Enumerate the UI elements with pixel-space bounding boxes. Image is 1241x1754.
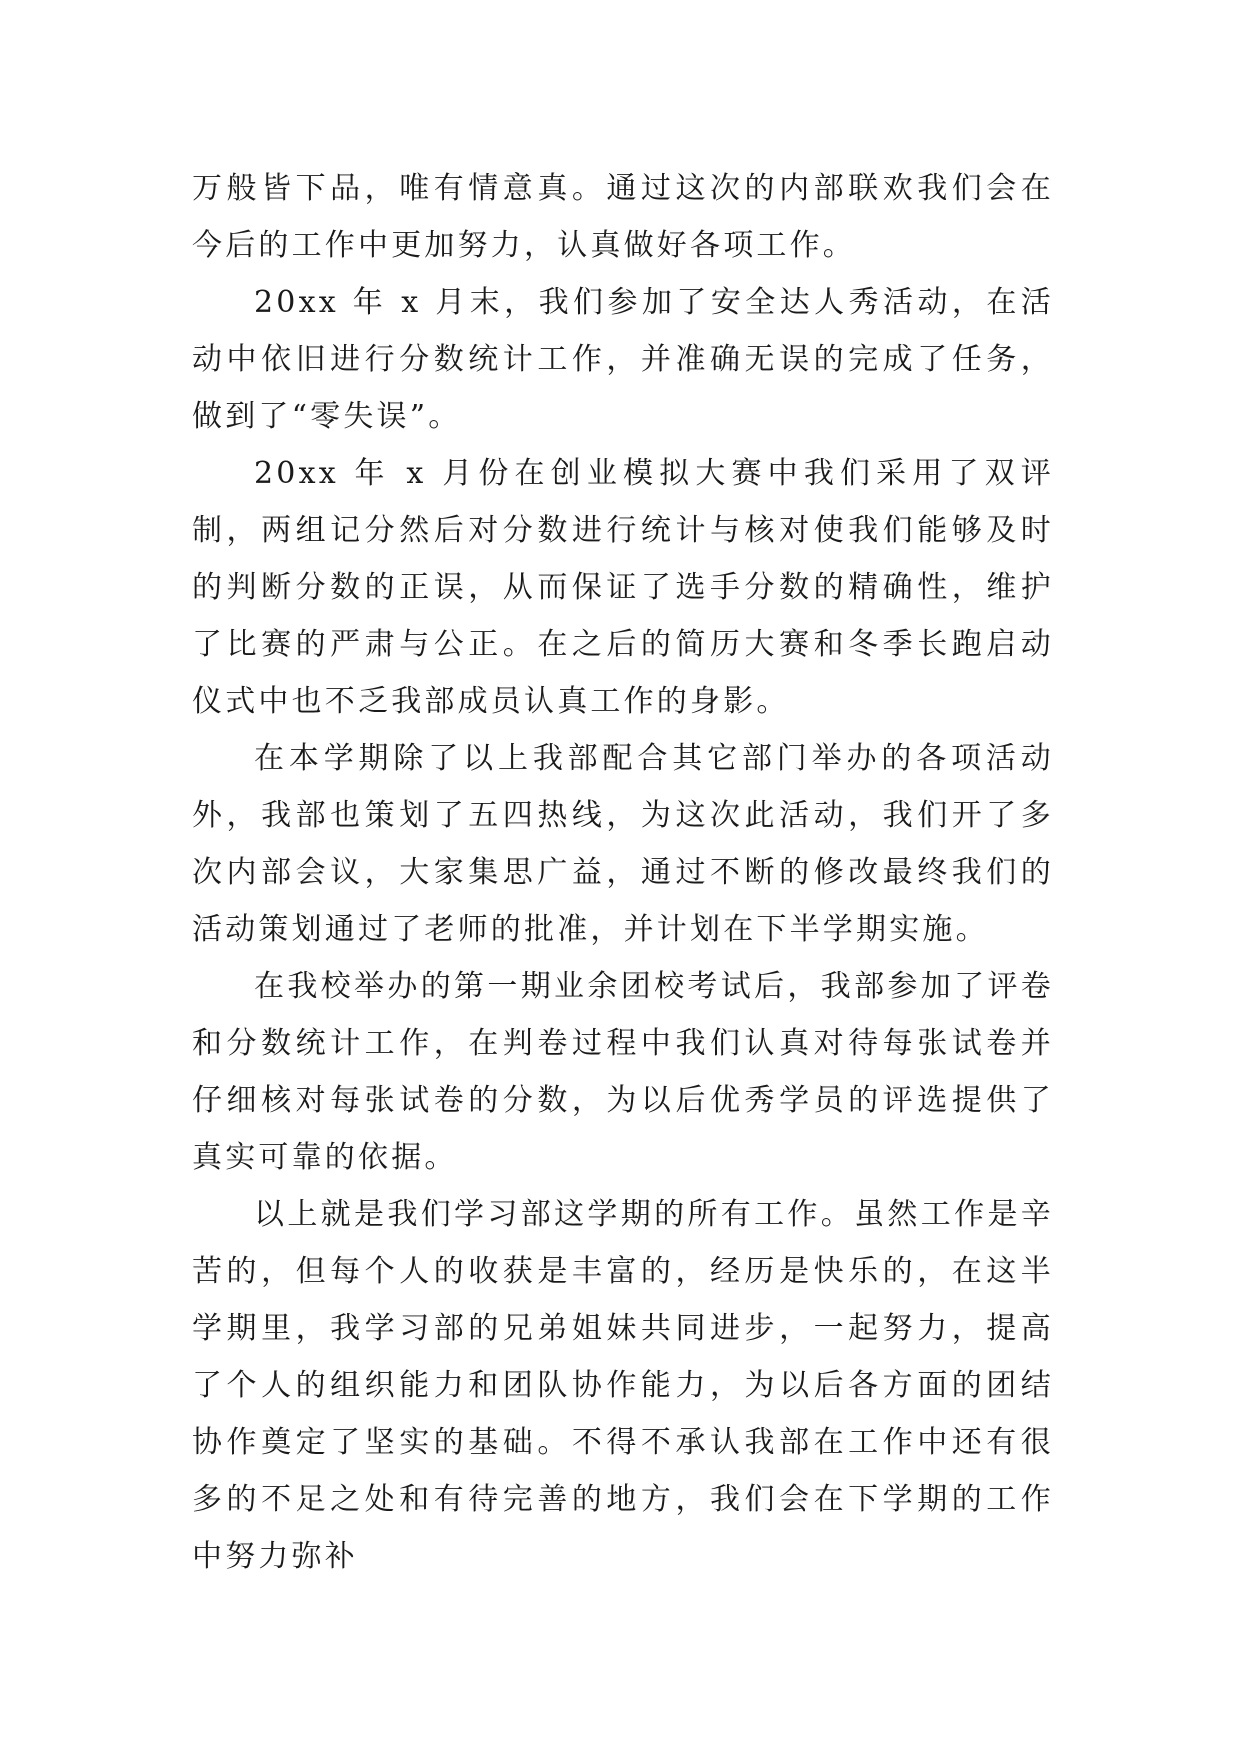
paragraph-4: 在本学期除了以上我部配合其它部门举办的各项活动外，我部也策划了五四热线，为这次此活动，我们开了多次内部会议，大家集思广益，通过不断的修改最终我们的活动策划通过了老师的批准，并计划在下半学期实施。 — [192, 741, 1054, 947]
paragraph-1: 万般皆下品，唯有情意真。通过这次的内部联欢我们会在今后的工作中更加努力，认真做好各项工作。 — [192, 171, 1054, 263]
paragraph-3: 20xx 年 x 月份在创业模拟大赛中我们采用了双评制，两组记分然后对分数进行统计与核对使我们能够及时的判断分数的正误，从而保证了选手分数的精确性，维护了比赛的严肃与公正。在之后的简历大赛和冬季长跑启动仪式中也不乏我部成员认真工作的身影。 — [192, 456, 1054, 719]
paragraph-6: 以上就是我们学习部这学期的所有工作。虽然工作是辛苦的，但每个人的收获是丰富的，经历是快乐的，在这半学期里，我学习部的兄弟姐妹共同进步，一起努力，提高了个人的组织能力和团队协作能力，为以后各方面的团结协作奠定了坚实的基础。不得不承认我部在工作中还有很多的不足之处和有待完善的地方，我们会在下学期的工作中努力弥补 — [192, 1197, 1054, 1574]
paragraph-5: 在我校举办的第一期业余团校考试后，我部参加了评卷和分数统计工作，在判卷过程中我们认真对待每张试卷并仔细核对每张试卷的分数，为以后优秀学员的评选提供了真实可靠的依据。 — [192, 969, 1054, 1175]
document-body — [192, 160, 1054, 1585]
paragraph-2: 20xx 年 x 月末，我们参加了安全达人秀活动，在活动中依旧进行分数统计工作，并准确无误的完成了任务，做到了“零失误”。 — [192, 285, 1054, 434]
